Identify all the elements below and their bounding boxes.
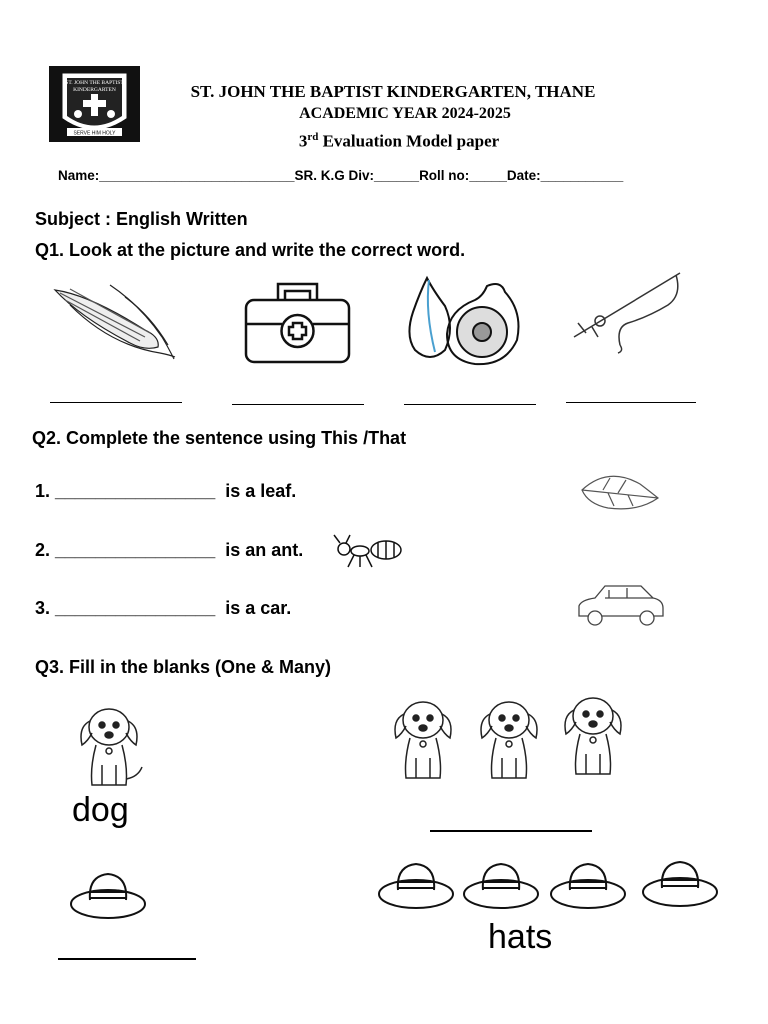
school-name: ST. JOHN THE BAPTIST KINDERGARTEN, THANE [190,82,596,101]
q2-item-blank[interactable]: ________________ [55,540,216,560]
hat-icon [548,860,628,914]
q1-answer-line-3[interactable] [404,404,536,405]
hat-icon [461,860,541,914]
eval-title-text: Evaluation Model paper [318,131,500,151]
evaluation-title [0,131,768,152]
q1-answer-line-4[interactable] [566,402,696,403]
fig-icon [405,272,525,368]
many-hats-word: hats [488,918,553,956]
logo-motto: SERVE HIM HOLY [73,130,116,137]
q2-title: Q2. Complete the sentence using This /That [32,428,407,448]
dog-icon [386,690,461,784]
one-dog-word: dog [72,791,129,829]
q2-item-2 [35,540,303,561]
eval-sup: rd [307,131,319,143]
hat-icon [640,858,720,912]
div-blank[interactable]: ______ [374,168,420,183]
many-dogs-answer-line[interactable] [430,830,592,832]
roll-blank[interactable]: _____ [469,168,507,183]
dog-icon [556,686,631,780]
q2-item-num: 3. [35,598,51,618]
q2-item-blank[interactable]: ________________ [55,598,216,618]
car-icon [575,582,667,630]
q1-answer-line-2[interactable] [232,404,364,405]
academic-year: ACADEMIC YEAR 2024-2025 [299,105,511,122]
first-aid-kit-icon [240,278,355,366]
leaf-icon [578,468,663,516]
q2-item-blank[interactable]: ________________ [55,481,216,501]
q1-answer-line-1[interactable] [50,402,182,403]
q2-item-num: 2. [35,540,51,560]
q2-item-text: is a leaf. [225,481,297,501]
q2-item-1 [35,481,296,502]
one-hat-answer-line[interactable] [58,958,196,960]
corn-icon [50,275,185,370]
q1-title: Q1. Look at the picture and write the correct word. [35,240,466,260]
hat-icon [376,860,456,914]
ant-icon [330,533,405,571]
q2-item-3 [35,598,291,619]
q2-item-text: is a car. [225,598,292,618]
dog-icon [472,690,547,784]
name-label: Name: [58,168,100,183]
q2-item-text: is an ant. [225,540,304,560]
date-label: Date: [506,168,541,183]
q3-title: Q3. Fill in the blanks (One & Many) [35,657,332,677]
fishing-rod-icon [568,265,688,357]
logo-text-mid: KINDERGARTEN [73,87,116,93]
roll-label: Roll no: [419,168,470,183]
subject-heading: Subject : English Written [35,209,248,229]
name-blank[interactable]: __________________________ [99,168,295,183]
q2-item-num: 1. [35,481,51,501]
div-label: SR. K.G Div: [294,168,374,183]
dog-icon [72,697,147,791]
hat-icon [68,870,148,924]
info-line [58,168,623,183]
logo-text-top: ST. JOHN THE BAPTIST [65,80,124,86]
date-blank[interactable]: ___________ [540,168,624,183]
eval-number: 3 [298,131,308,151]
